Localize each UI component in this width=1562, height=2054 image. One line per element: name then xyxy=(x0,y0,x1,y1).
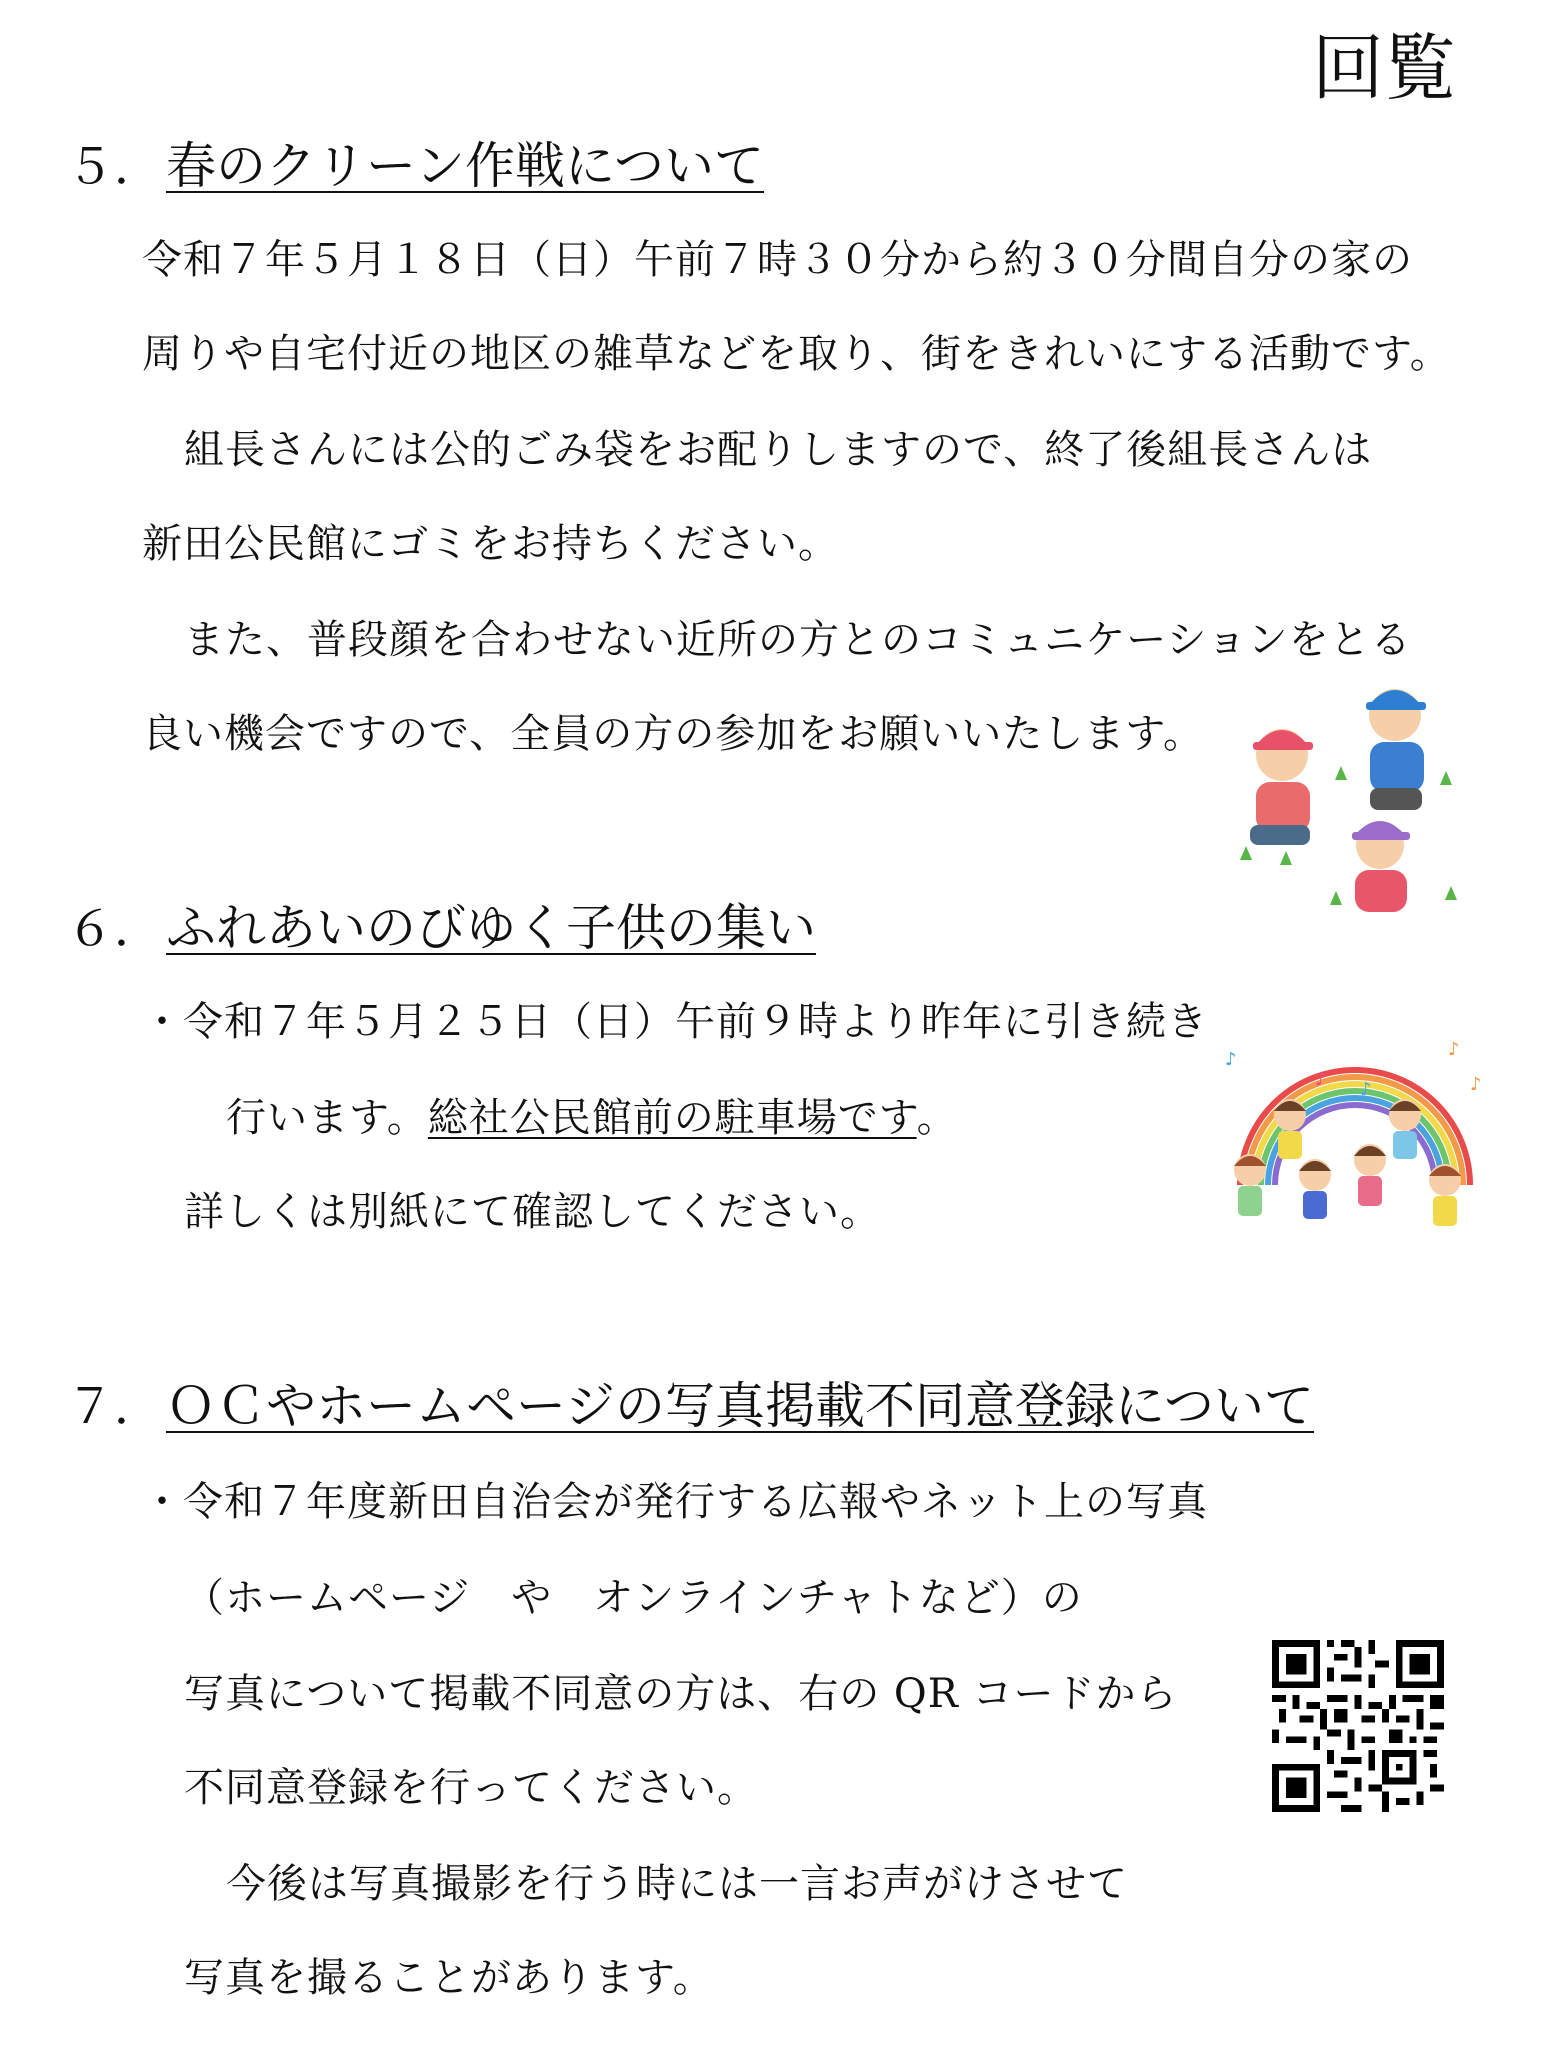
section-6-number: ６． xyxy=(66,901,163,957)
section-6-line-prefix: 行います。 xyxy=(226,1095,428,1141)
section-6-line-suffix: 。 xyxy=(916,1095,958,1141)
qr-code[interactable] xyxy=(1272,1640,1444,1812)
section-5-line: また、普段顔を合わせない近所の方とのコミュニケーションをとる xyxy=(184,617,1412,663)
section-5-title: 春のクリーン作戦について xyxy=(166,137,764,195)
section-6-line: ・令和７年５月２５日（日）午前９時より昨年に引き続き xyxy=(142,999,1208,1045)
svg-text:♪: ♪ xyxy=(1360,1079,1372,1100)
cleanup-illustration xyxy=(1220,660,1480,925)
section-7-title: ＯＣやホームページの写真掲載不同意登録について xyxy=(166,1377,1314,1435)
section-6-title: ふれあいのびゆく子供の集い xyxy=(166,899,816,957)
rainbow-kids-illustration xyxy=(1220,1035,1490,1270)
section-7-line: 写真を撮ることがあります。 xyxy=(184,1955,714,2001)
section-7-line: 写真について掲載不同意の方は、右の QR コードから xyxy=(184,1671,1178,1717)
venue-text: 総社公民館前の駐車場です xyxy=(427,1095,917,1141)
section-7-line: 不同意登録を行ってください。 xyxy=(184,1765,758,1811)
section-7-line: ・令和７年度新田自治会が発行する広報やネット上の写真 xyxy=(142,1479,1208,1525)
circulation-stamp: 回覧 xyxy=(1312,26,1457,110)
section-7-number: ７． xyxy=(66,1379,163,1435)
svg-text:♪: ♪ xyxy=(1448,1039,1460,1060)
svg-text:♪: ♪ xyxy=(1315,1069,1327,1090)
section-5-line: 新田公民館にゴミをお持ちください。 xyxy=(142,521,839,567)
section-5-line: 良い機会ですので、全員の方の参加をお願いいたします。 xyxy=(142,711,1204,757)
svg-text:♪: ♪ xyxy=(1225,1049,1237,1070)
section-6-line xyxy=(226,1086,958,1143)
svg-text:♪: ♪ xyxy=(1470,1074,1482,1095)
section-5-number: ５． xyxy=(66,139,163,195)
section-5-line: 令和７年５月１８日（日）午前７時３０分から約３０分間自分の家の xyxy=(142,237,1413,283)
section-7-line: 今後は写真撮影を行う時には一言お声がけさせて xyxy=(226,1861,1128,1907)
section-5-line: 組長さんには公的ごみ袋をお配りしますので、終了後組長さんは xyxy=(184,427,1373,473)
section-5-line: 周りや自宅付近の地区の雑草などを取り、街をきれいにする活動です。 xyxy=(142,331,1451,377)
section-7-line: （ホームページ や オンラインチャトなど）の xyxy=(184,1575,1083,1621)
section-6-line: 詳しくは別紙にて確認してください。 xyxy=(184,1189,881,1235)
